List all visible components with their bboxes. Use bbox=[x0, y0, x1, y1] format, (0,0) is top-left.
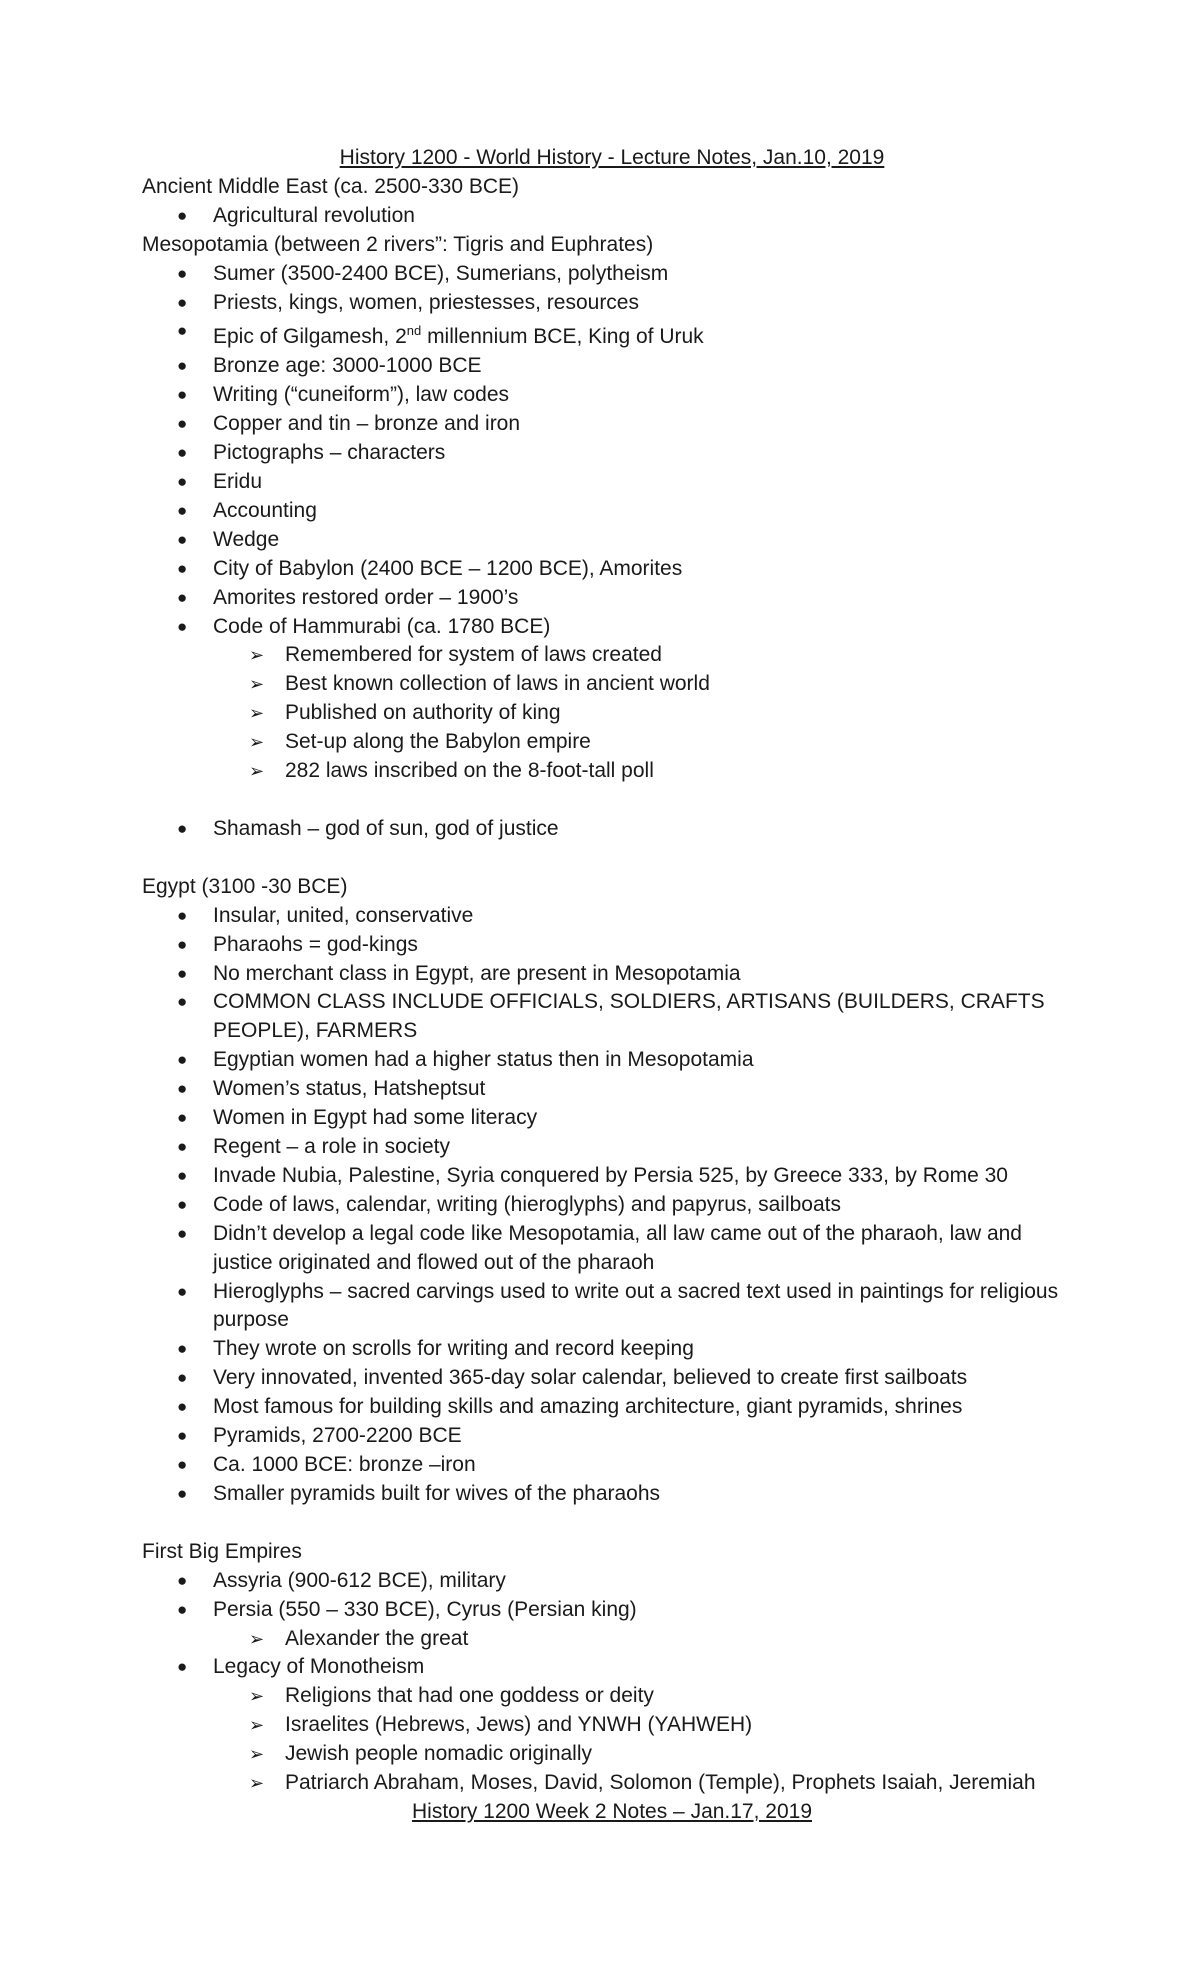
bullet-icon: ● bbox=[177, 963, 188, 983]
section-heading: First Big Empires bbox=[142, 1539, 302, 1563]
sub-list bbox=[213, 1625, 1082, 1654]
list-item-text: Amorites restored order – 1900’s bbox=[213, 585, 519, 609]
superscript: nd bbox=[406, 323, 422, 339]
bullet-icon: ● bbox=[177, 205, 188, 225]
arrow-bullet-icon: ➢ bbox=[249, 1773, 265, 1794]
bullet-icon: ● bbox=[177, 1397, 188, 1417]
list-item bbox=[177, 815, 1082, 844]
list-item-text: Didn’t develop a legal code like Mesopotamia, all law came out of the pharaoh, law and justice originated and flowed out of the pharaoh bbox=[213, 1221, 1022, 1274]
list-item-text: Pyramids, 2700-2200 BCE bbox=[213, 1424, 462, 1448]
bullet-list bbox=[142, 202, 1082, 231]
bullet-icon: ● bbox=[177, 1570, 188, 1590]
list-item-text: Sumer (3500-2400 BCE), Sumerians, polytheism bbox=[213, 261, 669, 285]
bullet-icon: ● bbox=[177, 1165, 188, 1185]
list-item bbox=[177, 1278, 1082, 1336]
list-item bbox=[177, 381, 1082, 410]
list-item bbox=[177, 1364, 1082, 1393]
sub-list-item bbox=[249, 699, 1082, 728]
bullet-list bbox=[142, 902, 1082, 1509]
sub-list-item-text: Set-up along the Babylon empire bbox=[285, 730, 591, 754]
bullet-icon: ● bbox=[177, 992, 188, 1012]
list-item bbox=[177, 1220, 1082, 1278]
list-item-text: Agricultural revolution bbox=[213, 203, 415, 227]
bullet-icon: ● bbox=[177, 1339, 188, 1359]
bullet-icon: ● bbox=[177, 414, 188, 434]
arrow-bullet-icon: ➢ bbox=[249, 703, 265, 724]
list-item-text: Pharaohs = god-kings bbox=[213, 932, 418, 956]
section-gap bbox=[142, 1509, 1082, 1538]
bullet-icon: ● bbox=[177, 587, 188, 607]
bullet-icon: ● bbox=[177, 558, 188, 578]
list-item bbox=[177, 1393, 1082, 1422]
list-item bbox=[177, 1104, 1082, 1133]
section-heading: Egypt (3100 -30 BCE) bbox=[142, 874, 348, 898]
list-item-text-cont: millennium BCE, King of Uruk bbox=[421, 325, 704, 349]
list-item bbox=[177, 410, 1082, 439]
list-item bbox=[177, 526, 1082, 555]
bullet-icon: ● bbox=[177, 385, 188, 405]
list-item bbox=[177, 352, 1082, 381]
list-item-text: Assyria (900-612 BCE), military bbox=[213, 1568, 506, 1592]
list-item bbox=[177, 902, 1082, 931]
list-item-text: Legacy of Monotheism bbox=[213, 1655, 425, 1679]
arrow-bullet-icon: ➢ bbox=[249, 1744, 265, 1765]
list-item-text: Hieroglyphs – sacred carvings used to write out a sacred text used in paintings for religious purpose bbox=[213, 1279, 1059, 1332]
list-item-text: Priests, kings, women, priestesses, resources bbox=[213, 290, 639, 314]
week2-title: History 1200 Week 2 Notes – Jan.17, 2019 bbox=[411, 1799, 812, 1823]
arrow-bullet-icon: ➢ bbox=[249, 1628, 265, 1649]
sub-list-item bbox=[249, 728, 1082, 757]
list-item-text: Ca. 1000 BCE: bronze –iron bbox=[213, 1452, 476, 1476]
section-heading: Mesopotamia (between 2 rivers”: Tigris and Euphrates) bbox=[142, 232, 654, 256]
list-item bbox=[177, 1162, 1082, 1191]
list-item-text: Shamash – god of sun, god of justice bbox=[213, 816, 559, 840]
arrow-bullet-icon: ➢ bbox=[249, 732, 265, 753]
list-item-text: Copper and tin – bronze and iron bbox=[213, 412, 521, 436]
list-item bbox=[177, 439, 1082, 468]
list-item bbox=[177, 1075, 1082, 1104]
bullet-icon: ● bbox=[177, 1194, 188, 1214]
bullet-icon: ● bbox=[177, 1079, 188, 1099]
bullet-icon: ● bbox=[177, 471, 188, 491]
list-item bbox=[177, 1191, 1082, 1220]
list-item-text: Code of laws, calendar, writing (hieroglyphs) and papyrus, sailboats bbox=[213, 1192, 842, 1216]
list-item-text: Most famous for building skills and amazing architecture, giant pyramids, shrines bbox=[213, 1395, 963, 1419]
list-item-text: City of Babylon (2400 BCE – 1200 BCE), Amorites bbox=[213, 556, 683, 580]
bullet-icon: ● bbox=[177, 356, 188, 376]
bullet-icon: ● bbox=[177, 263, 188, 283]
bullet-icon: ● bbox=[177, 443, 188, 463]
sub-list-item bbox=[249, 1711, 1082, 1740]
list-item bbox=[177, 317, 1082, 352]
bullet-icon: ● bbox=[177, 321, 188, 341]
sub-list-item-text: 282 laws inscribed on the 8-foot-tall poll bbox=[285, 759, 654, 783]
list-item bbox=[177, 931, 1082, 960]
bullet-icon: ● bbox=[177, 1108, 188, 1128]
list-item bbox=[177, 260, 1082, 289]
arrow-bullet-icon: ➢ bbox=[249, 674, 265, 695]
sub-list-item-text: Remembered for system of laws created bbox=[285, 643, 662, 667]
sub-list-item-text: Patriarch Abraham, Moses, David, Solomon (Temple), Prophets Isaiah, Jeremiah bbox=[285, 1771, 1036, 1795]
sub-list-item bbox=[249, 757, 1082, 786]
list-item bbox=[177, 202, 1082, 231]
arrow-bullet-icon: ➢ bbox=[249, 645, 265, 666]
bullet-icon: ● bbox=[177, 1426, 188, 1446]
sub-list-item bbox=[249, 1625, 1082, 1654]
sub-list-item bbox=[249, 1769, 1082, 1798]
list-item-text: Invade Nubia, Palestine, Syria conquered by Persia 525, by Greece 333, by Rome 30 bbox=[213, 1163, 1008, 1187]
bullet-icon: ● bbox=[177, 292, 188, 312]
sub-list-item-text: Alexander the great bbox=[285, 1626, 469, 1650]
list-item bbox=[177, 1451, 1082, 1480]
bullet-icon: ● bbox=[177, 1368, 188, 1388]
list-item-text: Epic of Gilgamesh, 2 bbox=[213, 325, 407, 349]
sub-list-item bbox=[249, 670, 1082, 699]
list-item bbox=[177, 960, 1082, 989]
list-item bbox=[177, 584, 1082, 613]
bullet-icon: ● bbox=[177, 1050, 188, 1070]
list-item bbox=[177, 1335, 1082, 1364]
bullet-icon: ● bbox=[177, 818, 188, 838]
bullet-icon: ● bbox=[177, 500, 188, 520]
bullet-icon: ● bbox=[177, 1281, 188, 1301]
list-item-text: Persia (550 – 330 BCE), Cyrus (Persian king) bbox=[213, 1597, 637, 1621]
sub-list bbox=[213, 641, 1082, 786]
list-item-text: Wedge bbox=[213, 527, 280, 551]
bullet-icon: ● bbox=[177, 529, 188, 549]
sub-list-item bbox=[249, 1740, 1082, 1769]
list-item bbox=[177, 988, 1082, 1046]
list-item-text: Writing (“cuneiform”), law codes bbox=[213, 383, 510, 407]
list-item-text: Egyptian women had a higher status then in Mesopotamia bbox=[213, 1048, 754, 1072]
list-item-text: Code of Hammurabi (ca. 1780 BCE) bbox=[213, 614, 551, 638]
list-item bbox=[177, 1422, 1082, 1451]
bullet-icon: ● bbox=[177, 1483, 188, 1503]
list-item-text: Women’s status, Hatsheptsut bbox=[213, 1077, 486, 1101]
sub-list-item bbox=[249, 641, 1082, 670]
list-item bbox=[177, 1567, 1082, 1596]
sub-list-item-text: Religions that had one goddess or deity bbox=[285, 1684, 654, 1708]
bullet-list bbox=[142, 1567, 1082, 1798]
bullet-icon: ● bbox=[177, 1223, 188, 1243]
list-item-text: Accounting bbox=[213, 498, 317, 522]
bullet-icon: ● bbox=[177, 1137, 188, 1156]
sub-list-item-text: Israelites (Hebrews, Jews) and YNWH (YAHWEH) bbox=[285, 1713, 753, 1737]
list-item-text: Women in Egypt had some literacy bbox=[213, 1106, 538, 1130]
bullet-icon: ● bbox=[177, 1657, 188, 1677]
list-item bbox=[177, 468, 1082, 497]
list-item-text: Smaller pyramids built for wives of the pharaohs bbox=[213, 1481, 661, 1505]
list-item bbox=[177, 497, 1082, 526]
sub-list-item-text: Published on authority of king bbox=[285, 701, 561, 725]
section-gap bbox=[142, 844, 1082, 873]
bullet-icon: ● bbox=[177, 1454, 188, 1474]
list-item-text: Very innovated, invented 365-day solar calendar, believed to create first sailboats bbox=[213, 1366, 968, 1390]
sub-list-item-text: Best known collection of laws in ancient world bbox=[285, 672, 710, 696]
sub-list bbox=[213, 1682, 1082, 1798]
bullet-icon: ● bbox=[177, 934, 188, 954]
list-gap bbox=[213, 786, 1082, 815]
sections-container bbox=[142, 173, 1082, 1798]
list-item-text: They wrote on scrolls for writing and record keeping bbox=[213, 1337, 694, 1361]
bullet-list bbox=[142, 260, 1082, 844]
sub-list-item-text: Jewish people nomadic originally bbox=[285, 1742, 593, 1766]
bullet-icon: ● bbox=[177, 905, 188, 925]
sub-list-item bbox=[249, 1682, 1082, 1711]
section-heading: Ancient Middle East (ca. 2500-330 BCE) bbox=[142, 174, 520, 198]
list-item bbox=[177, 1046, 1082, 1075]
list-item-text: Regent – a role in society bbox=[213, 1135, 450, 1158]
lecture-notes-document bbox=[142, 144, 1082, 1827]
list-item bbox=[177, 1596, 1082, 1654]
list-item-text: No merchant class in Egypt, are present in Mesopotamia bbox=[213, 961, 741, 985]
list-item bbox=[177, 289, 1082, 318]
list-item-text: Bronze age: 3000-1000 BCE bbox=[213, 354, 482, 378]
list-item-text: COMMON CLASS INCLUDE OFFICIALS, SOLDIERS, ARTISANS (BUILDERS, CRAFTS PEOPLE), FARMERS bbox=[213, 990, 1045, 1043]
list-item-text: Insular, united, conservative bbox=[213, 903, 474, 927]
list-item bbox=[177, 1653, 1082, 1798]
document-title: History 1200 - World History - Lecture Notes, Jan.10, 2019 bbox=[339, 146, 885, 169]
list-item bbox=[177, 1133, 1082, 1162]
list-item-text: Eridu bbox=[213, 469, 263, 493]
bullet-icon: ● bbox=[177, 1599, 188, 1619]
list-item-text: Pictographs – characters bbox=[213, 441, 446, 465]
arrow-bullet-icon: ➢ bbox=[249, 1686, 265, 1707]
arrow-bullet-icon: ➢ bbox=[249, 1715, 265, 1736]
list-item bbox=[177, 1480, 1082, 1509]
arrow-bullet-icon: ➢ bbox=[249, 761, 265, 782]
list-item bbox=[177, 613, 1082, 786]
bullet-icon: ● bbox=[177, 616, 188, 636]
list-item bbox=[177, 555, 1082, 584]
